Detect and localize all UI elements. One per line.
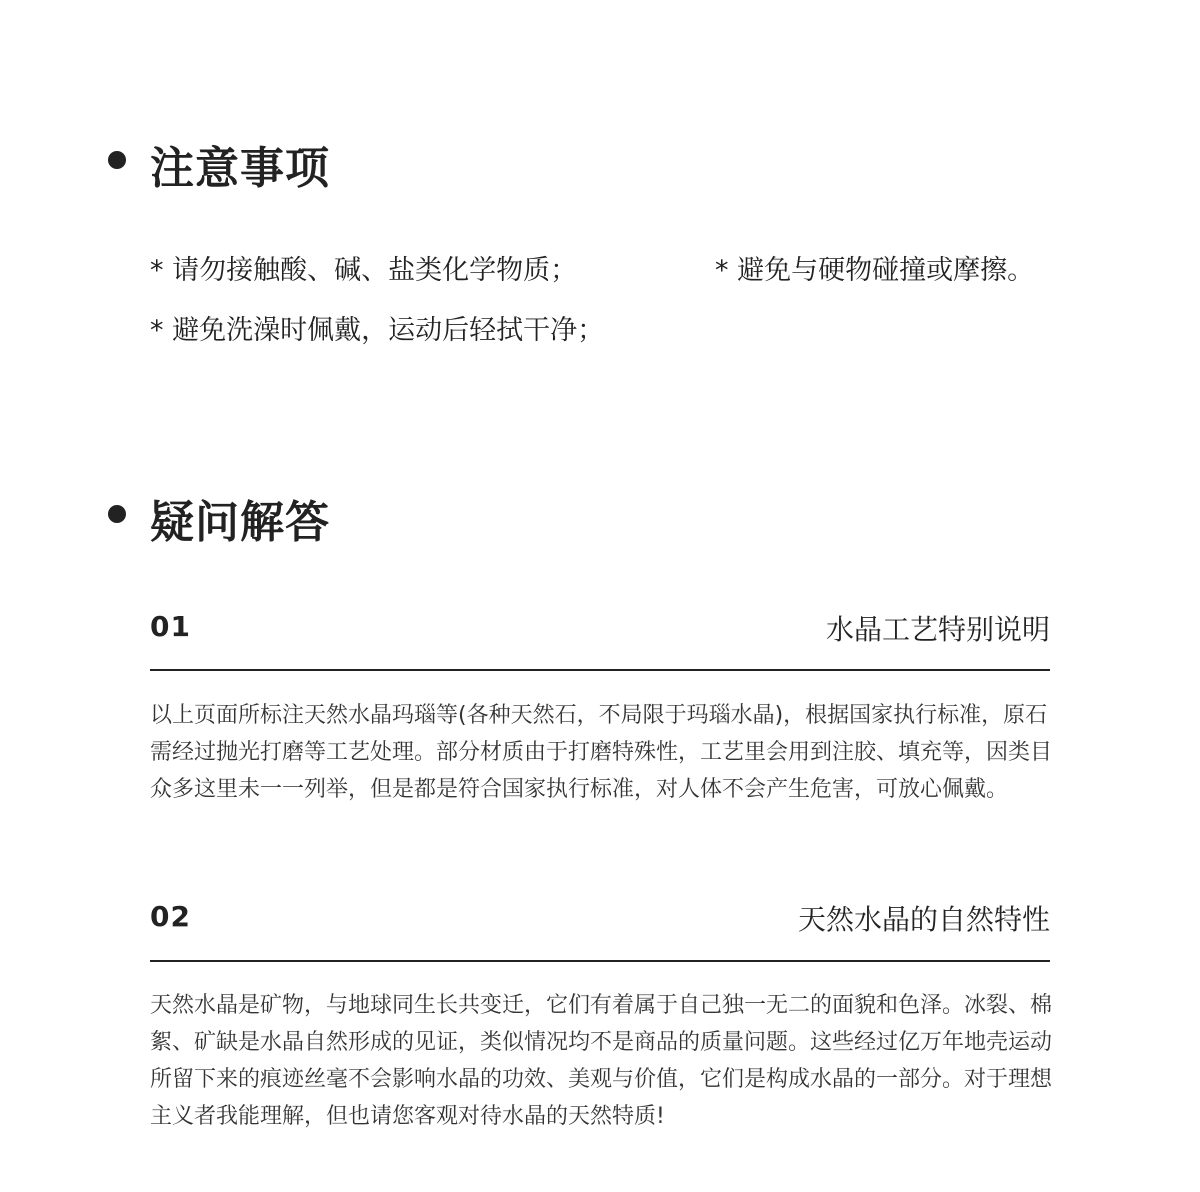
- faq-title: 水晶工艺特别说明: [825, 613, 1050, 646]
- faq-divider: [150, 669, 1050, 671]
- faq-divider: [150, 960, 1050, 962]
- notes-section-title: 注意事项: [150, 143, 330, 194]
- faq-section-header: [0, 484, 1200, 548]
- faq-body: 天然水晶是矿物，与地球同生长共变迁，它们有着属于自己独一无二的面貌和色泽。冰裂、棉絮、矿缺是水晶自然形成的见证，类似情况均不是商品的质量问题。这些经过亿万年地壳运动所留下来的痕迹丝毫不会影响水晶的功效、美观与价值，它们是构成水晶的一部分。对于理想主义者我能理解，但也请您客观对待水晶的天然特质!: [150, 993, 1053, 1129]
- faq-title: 天然水晶的自然特性: [797, 903, 1050, 936]
- faq-number: 02: [150, 900, 191, 933]
- faq-section-title: 疑问解答: [150, 497, 330, 548]
- faq-number: 01: [150, 610, 191, 643]
- faq-body: 以上页面所标注天然水晶玛瑙等(各种天然石，不局限于玛瑙水晶)，根据国家执行标准，原石需经过抛光打磨等工艺处理。部分材质由于打磨特殊性，工艺里会用到注胶、填充等，因类目众多这里未一一列举，但是都是符合国家执行标准，对人体不会产生危害，可放心佩戴。: [150, 703, 1053, 802]
- note-item-acid: * 请勿接触酸、碱、盐类化学物质；: [150, 255, 578, 286]
- note-item-impact: * 避免与硬物碰撞或摩擦。: [715, 255, 1035, 286]
- bullet-dot-icon: [108, 151, 126, 169]
- bullet-dot-icon: [108, 505, 126, 523]
- note-item-bathing: * 避免洗澡时佩戴，运动后轻拭干净；: [150, 315, 605, 346]
- notes-section-header: [0, 130, 1200, 194]
